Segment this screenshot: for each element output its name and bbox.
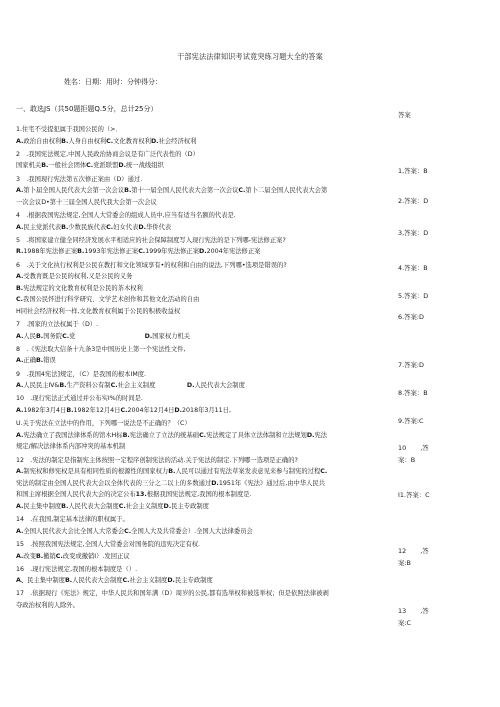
answer-entry: 3,答案：D bbox=[398, 229, 429, 237]
answer-entry bbox=[398, 546, 490, 556]
option-line: A.宪法确立了我国法律体系的馆木H标B.宪法确立了立法的统基础C.宪法规定了具体立法体制和立法规划D.宪法 bbox=[16, 431, 328, 439]
question-line: 7 .国家的立法权属于（D）. bbox=[16, 321, 99, 329]
option-line: A.人民B.国务院C.党 D.国家权力机关 bbox=[16, 332, 191, 340]
answer-entry: 5.答案：D bbox=[398, 292, 429, 300]
option-line: A.正确B.错误 bbox=[16, 357, 56, 365]
option-line: 一次会议D•第十三届全国人民代我大会第一次会议 bbox=[16, 198, 157, 206]
option-line: R.1988年宪法修正案B.1993年宪法修正案C.1999年宪法修正案D.2004年宪法修正案 bbox=[16, 248, 261, 256]
question-line: U.关于宪法在立法中的作用，下列哪一说法是不正确的？（C） bbox=[16, 420, 191, 428]
answer-entry: 7.答案:D bbox=[398, 361, 424, 369]
option-line: A.受教育既是公民的权利,又是公民的义务 bbox=[16, 273, 133, 281]
answer-entry: 8.答案：B bbox=[398, 389, 428, 397]
question-line: 9 .我国4宪法]规定，（C）是我国的根本IM度. bbox=[16, 370, 147, 378]
answer-entry-number: 12 bbox=[398, 547, 407, 555]
option-line: A.1982年3月4日B.1982年12月4日C.2004年12月4日D.2018年3月11日, bbox=[16, 407, 231, 414]
candidate-info-line: 姓名：日期：用时：分钟得分： bbox=[64, 78, 162, 86]
answer-entry: I1.答案：C bbox=[398, 491, 430, 499]
option-line: 宪法的制定由全国人民代表大会以全体代表的三分之二以上的多数通过D.1951年《宪法》通过后,由中华人民共 bbox=[16, 479, 326, 487]
option-line: A.全国人民代表大会比全国人大常委会C.全国人大及共常委会）.全国人大法律委员会 bbox=[16, 527, 253, 535]
answer-entry-number: 10 bbox=[398, 444, 407, 452]
question-line: 3 .我国现行宪法第五次修正案由（D）通过. bbox=[16, 175, 143, 183]
option-line: 和国主席根据全国人民代表大会的决定公布13.根据我国宪法规定,我国的根本制度是. bbox=[16, 491, 252, 499]
question-line: 1.住宅不受提犯属于我国公民的（>． bbox=[16, 126, 122, 133]
question-line: 15 .按照我国宪法规定,全国人大常委会对国务院的违宪决定有权. bbox=[16, 540, 201, 548]
option-line: 夺政治权利的人除外。 bbox=[16, 602, 79, 610]
answer-entry: 9.答案:C bbox=[398, 417, 424, 425]
answer-entry-label: ,答 bbox=[420, 444, 429, 452]
answer-entry: 2.答案：D bbox=[398, 197, 429, 205]
option-line: A.民主集中制度B.人民代表大会制度C.社会主义制度D.民主专政制度 bbox=[16, 502, 209, 510]
document-title: 干部宪法法律知识考试竟突练习题大全的答案 bbox=[177, 52, 323, 61]
option-line: A、民主集中制度B.人民代表大会制度C.社会主义制度D.民主专政制度 bbox=[16, 577, 213, 585]
option-line: A.民主党派代表B.少数民族代表C.妇女代表D.华侨代表 bbox=[16, 223, 172, 231]
section-heading: 一、敢选JS（共50题拒题Q.5分，总计25分） bbox=[16, 105, 158, 113]
option-line: A.人民民主Ⅳ&B.生产资料公有制C.社会主义制度 D.人民代表大会制度 bbox=[16, 382, 245, 390]
option-line: C.我国公民怀进行科学研究、文学艺术创作和其他文化活动的自由 bbox=[16, 296, 200, 304]
question-line: 4 .根据我国宪法规定,全国人大常委会的组成人员中,应当有适当名额的代表是. bbox=[16, 211, 236, 219]
option-line: B.宪法规定的文化教育权利是公民的茶木权利 bbox=[16, 284, 143, 292]
question-line: 17 .依据现行《宪法》规定，中华人民共和国年满（D）周岁的公民,都有选举权和被选举权；但是依照法律被剥 bbox=[16, 590, 329, 598]
option-line: A.政治自由权利B.人身自由权利C.文化教育权利D.社会经济权利 bbox=[16, 137, 197, 145]
option-line: A.改变B.撤销C.改变或撤销I）.发回正议 bbox=[16, 552, 130, 560]
answer-entry: 4.答案：B bbox=[398, 264, 428, 272]
question-line: 10 .现行宪法正式通过并公布实Ⅰ%的时间是. bbox=[16, 395, 143, 403]
question-line: 5 .将国家建立健全同经济发展水平相适应的社会保障制度写入现行宪法的是下列哪-宪法修正案? bbox=[16, 236, 286, 244]
option-line: H同社会经济权利一样,文化教育权利属于公民的积极收益权 bbox=[16, 307, 181, 315]
question-line: 16 .现行宪法规定,我国的根本制度是（）. bbox=[16, 565, 138, 573]
question-line: 2 .我国宪法规定,中国人民政治协商会议是有广泛代表性的（D） bbox=[16, 150, 199, 158]
answer-entry-continued: 案:C bbox=[398, 619, 412, 627]
option-line: A.第卜届全国人民代表大会第一次会议B.第十一届全国人民代表大会第一次会议C.第卜二届全国人民代表大会第 bbox=[16, 187, 328, 195]
answer-column bbox=[398, 0, 490, 707]
answer-entry-number: 13 bbox=[398, 607, 407, 615]
question-line: 12 .宪法的制定是指制宪主体按照一定程序创制宪法的活动.关于宪法的制定.下列哪一选项是正确的? bbox=[16, 456, 298, 464]
option-line: 规定/解决法律体系内部冲突的基本机制 bbox=[16, 443, 126, 451]
answer-entry-label: ,答 bbox=[420, 607, 429, 615]
answer-column-header: 答案 bbox=[398, 111, 411, 119]
answer-entry: 6.答案:D bbox=[398, 313, 424, 321]
option-line: A.制宪权和修宪权是具有相同性质的根源性的国家权力B.人民可以通过有宪法草案发表意见来参与制宪的过程C. bbox=[16, 468, 328, 476]
question-line: 6 .关于文化执行权利是公民在教打和文化领域享有•的权利和自由的说法,下列哪•选项是错误的? bbox=[16, 261, 287, 269]
answer-entry-continued: 案:B bbox=[398, 559, 411, 567]
answer-entry-continued: 案：B bbox=[398, 456, 416, 464]
option-line: 国家机关B.一般社会团体C.党派联盟D.统一战线组织 bbox=[16, 162, 164, 170]
answer-entry bbox=[398, 606, 490, 616]
answer-entry: 1,答案：B bbox=[398, 167, 428, 175]
answer-entry bbox=[398, 443, 490, 453]
question-line: 14 .在我国,制定基本法律的职权属于。 bbox=[16, 516, 129, 524]
questions-column bbox=[16, 104, 392, 612]
answer-entry-label: ,答 bbox=[420, 547, 429, 555]
question-line: 8 .《宪法取大信条十九条3是中国历史上第一个宪法性文件, bbox=[16, 345, 186, 353]
